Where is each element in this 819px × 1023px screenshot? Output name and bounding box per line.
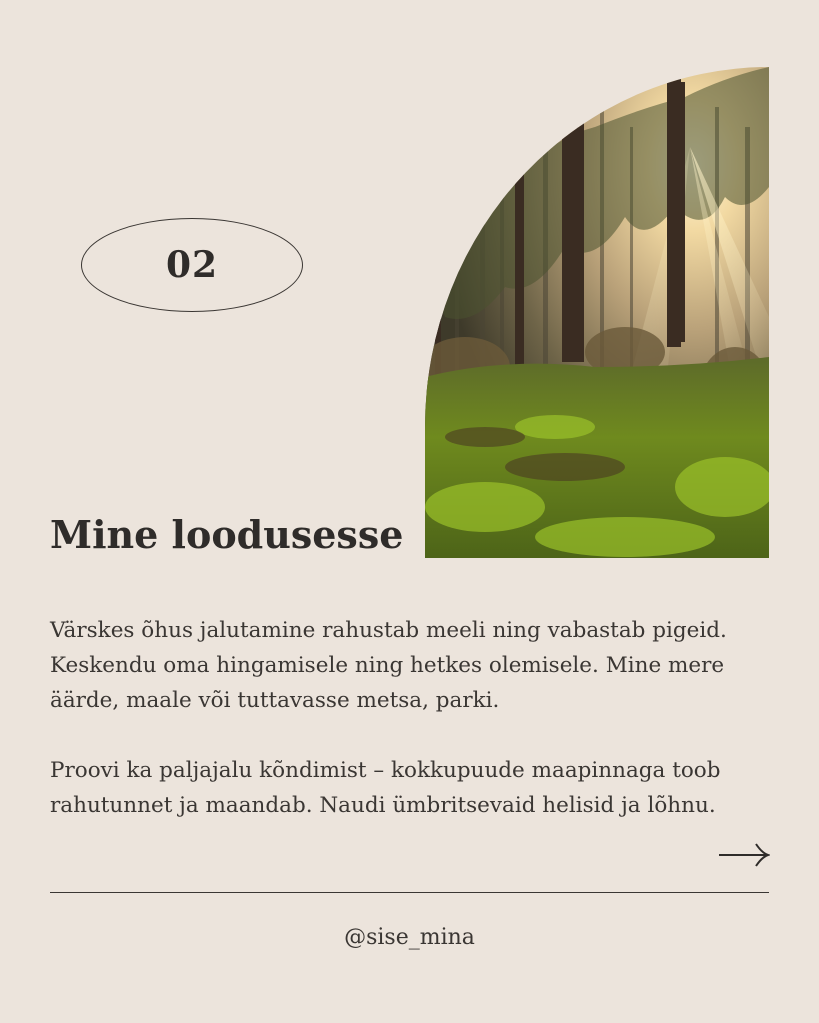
forest-illustration xyxy=(425,67,769,558)
forest-image xyxy=(425,67,769,558)
step-number: 02 xyxy=(165,244,219,286)
social-handle: @sise_mina xyxy=(344,925,475,950)
step-number-badge xyxy=(81,218,303,312)
paragraph-barefoot: Proovi ka paljajalu kõndimist – kokkupuude maapinnaga toob rahutunnet ja maandab. Naudi ümbritsevaid helisid ja lõhnu. xyxy=(50,758,721,818)
arrow-right-icon[interactable] xyxy=(718,842,770,868)
paragraph-intro: Värskes õhus jalutamine rahustab meeli ning vabastab pigeid. Keskendu oma hingamisele ning hetkes olemisele. Mine mere äärde, maale või tuttavasse metsa, parki. xyxy=(50,618,727,713)
divider xyxy=(50,892,769,893)
page-title: Mine loodusesse xyxy=(50,512,404,557)
